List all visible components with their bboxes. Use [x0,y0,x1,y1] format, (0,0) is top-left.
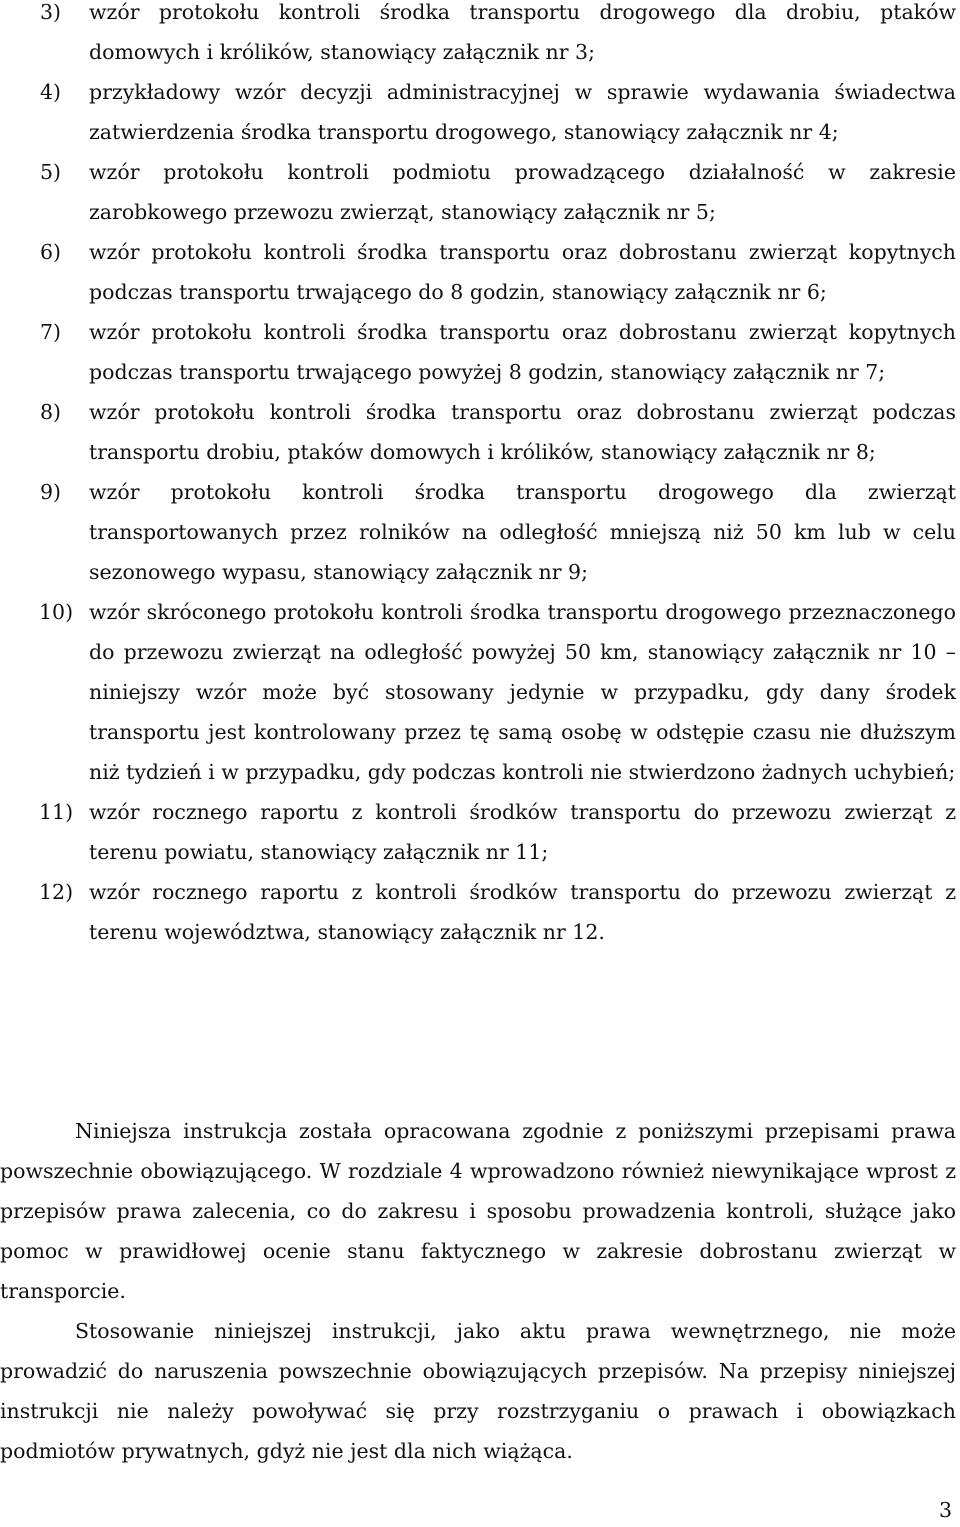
list-item-number: 12) [39,880,74,904]
list-item-number: 11) [39,800,74,824]
list-item-number: 4) [40,80,62,104]
list-item [0,0,956,72]
page-number: 3 [938,1498,952,1522]
list-item [0,872,956,952]
list-item-text: wzór protokołu kontroli środka transportu drogowego dla drobiu, ptaków domowych i królików, stanowiący załącznik nr 3; [89,0,956,64]
list-item [0,392,956,472]
list-item-number: 5) [40,160,62,184]
list-item-number: 6) [40,240,62,264]
paragraph: Stosowanie niniejszej instrukcji, jako aktu prawa wewnętrznego, nie może prowadzić do naruszenia powszechnie obowiązujących przepisów. Na przepisy niniejszej instrukcji nie należy powoływać się przy rozstrzyganiu o prawach i obowiązkach podmiotów prywatnych, gdyż nie jest dla nich wiążąca. [0,1319,956,1463]
list-item-number: 7) [40,320,62,344]
list-item-text: wzór protokołu kontroli podmiotu prowadzącego działalność w zakresie zarobkowego przewozu zwierząt, stanowiący załącznik nr 5; [89,160,956,224]
list-item-number: 8) [40,400,62,424]
body-text [0,1111,956,1471]
list-item [0,152,956,232]
list-item-text: wzór rocznego raportu z kontroli środków transportu do przewozu zwierząt z terenu województwa, stanowiący załącznik nr 12. [89,880,956,944]
list-item-number: 10) [39,600,74,624]
list-item-text: przykładowy wzór decyzji administracyjnej w sprawie wydawania świadectwa zatwierdzenia środka transportu drogowego, stanowiący załącznik nr 4; [89,80,956,144]
list-item-number: 9) [40,480,62,504]
list-item [0,312,956,392]
list-item [0,72,956,152]
list-item-text: wzór protokołu kontroli środka transportu oraz dobrostanu zwierząt podczas transportu drobiu, ptaków domowych i królików, stanowiący załącznik nr 8; [89,400,956,464]
list-item-text: wzór skróconego protokołu kontroli środka transportu drogowego przeznaczonego do przewozu zwierząt na odległość powyżej 50 km, stanowiący załącznik nr 10 – niniejszy wzór może być stosowany jedynie w przypadku, gdy dany środek transportu jest kontrolowany przez tę samą osobę w odstępie czasu nie dłuższym niż tydzień i w przypadku, gdy podczas kontroli nie stwierdzono żadnych uchybień; [89,600,956,784]
list-item [0,792,956,872]
paragraph: Niniejsza instrukcja została opracowana zgodnie z poniższymi przepisami prawa powszechnie obowiązującego. W rozdziale 4 wprowadzono również niewynikające wprost z przepisów prawa zalecenia, co do zakresu i sposobu prowadzenia kontroli, służące jako pomoc w prawidłowej ocenie stanu faktycznego w zakresie dobrostanu zwierząt w transporcie. [0,1119,956,1303]
list-item [0,592,956,792]
list-item [0,232,956,312]
list-item-text: wzór protokołu kontroli środka transportu drogowego dla zwierząt transportowanych przez rolników na odległość mniejszą niż 50 km lub w celu sezonowego wypasu, stanowiący załącznik nr 9; [89,480,956,584]
list-item-text: wzór protokołu kontroli środka transportu oraz dobrostanu zwierząt kopytnych podczas transportu trwającego powyżej 8 godzin, stanowiący załącznik nr 7; [89,320,956,384]
list-item-text: wzór protokołu kontroli środka transportu oraz dobrostanu zwierząt kopytnych podczas transportu trwającego do 8 godzin, stanowiący załącznik nr 6; [89,240,956,304]
list-item [0,472,956,592]
list-item-text: wzór rocznego raportu z kontroli środków transportu do przewozu zwierząt z terenu powiatu, stanowiący załącznik nr 11; [89,800,956,864]
list-item-number: 3) [40,0,62,24]
